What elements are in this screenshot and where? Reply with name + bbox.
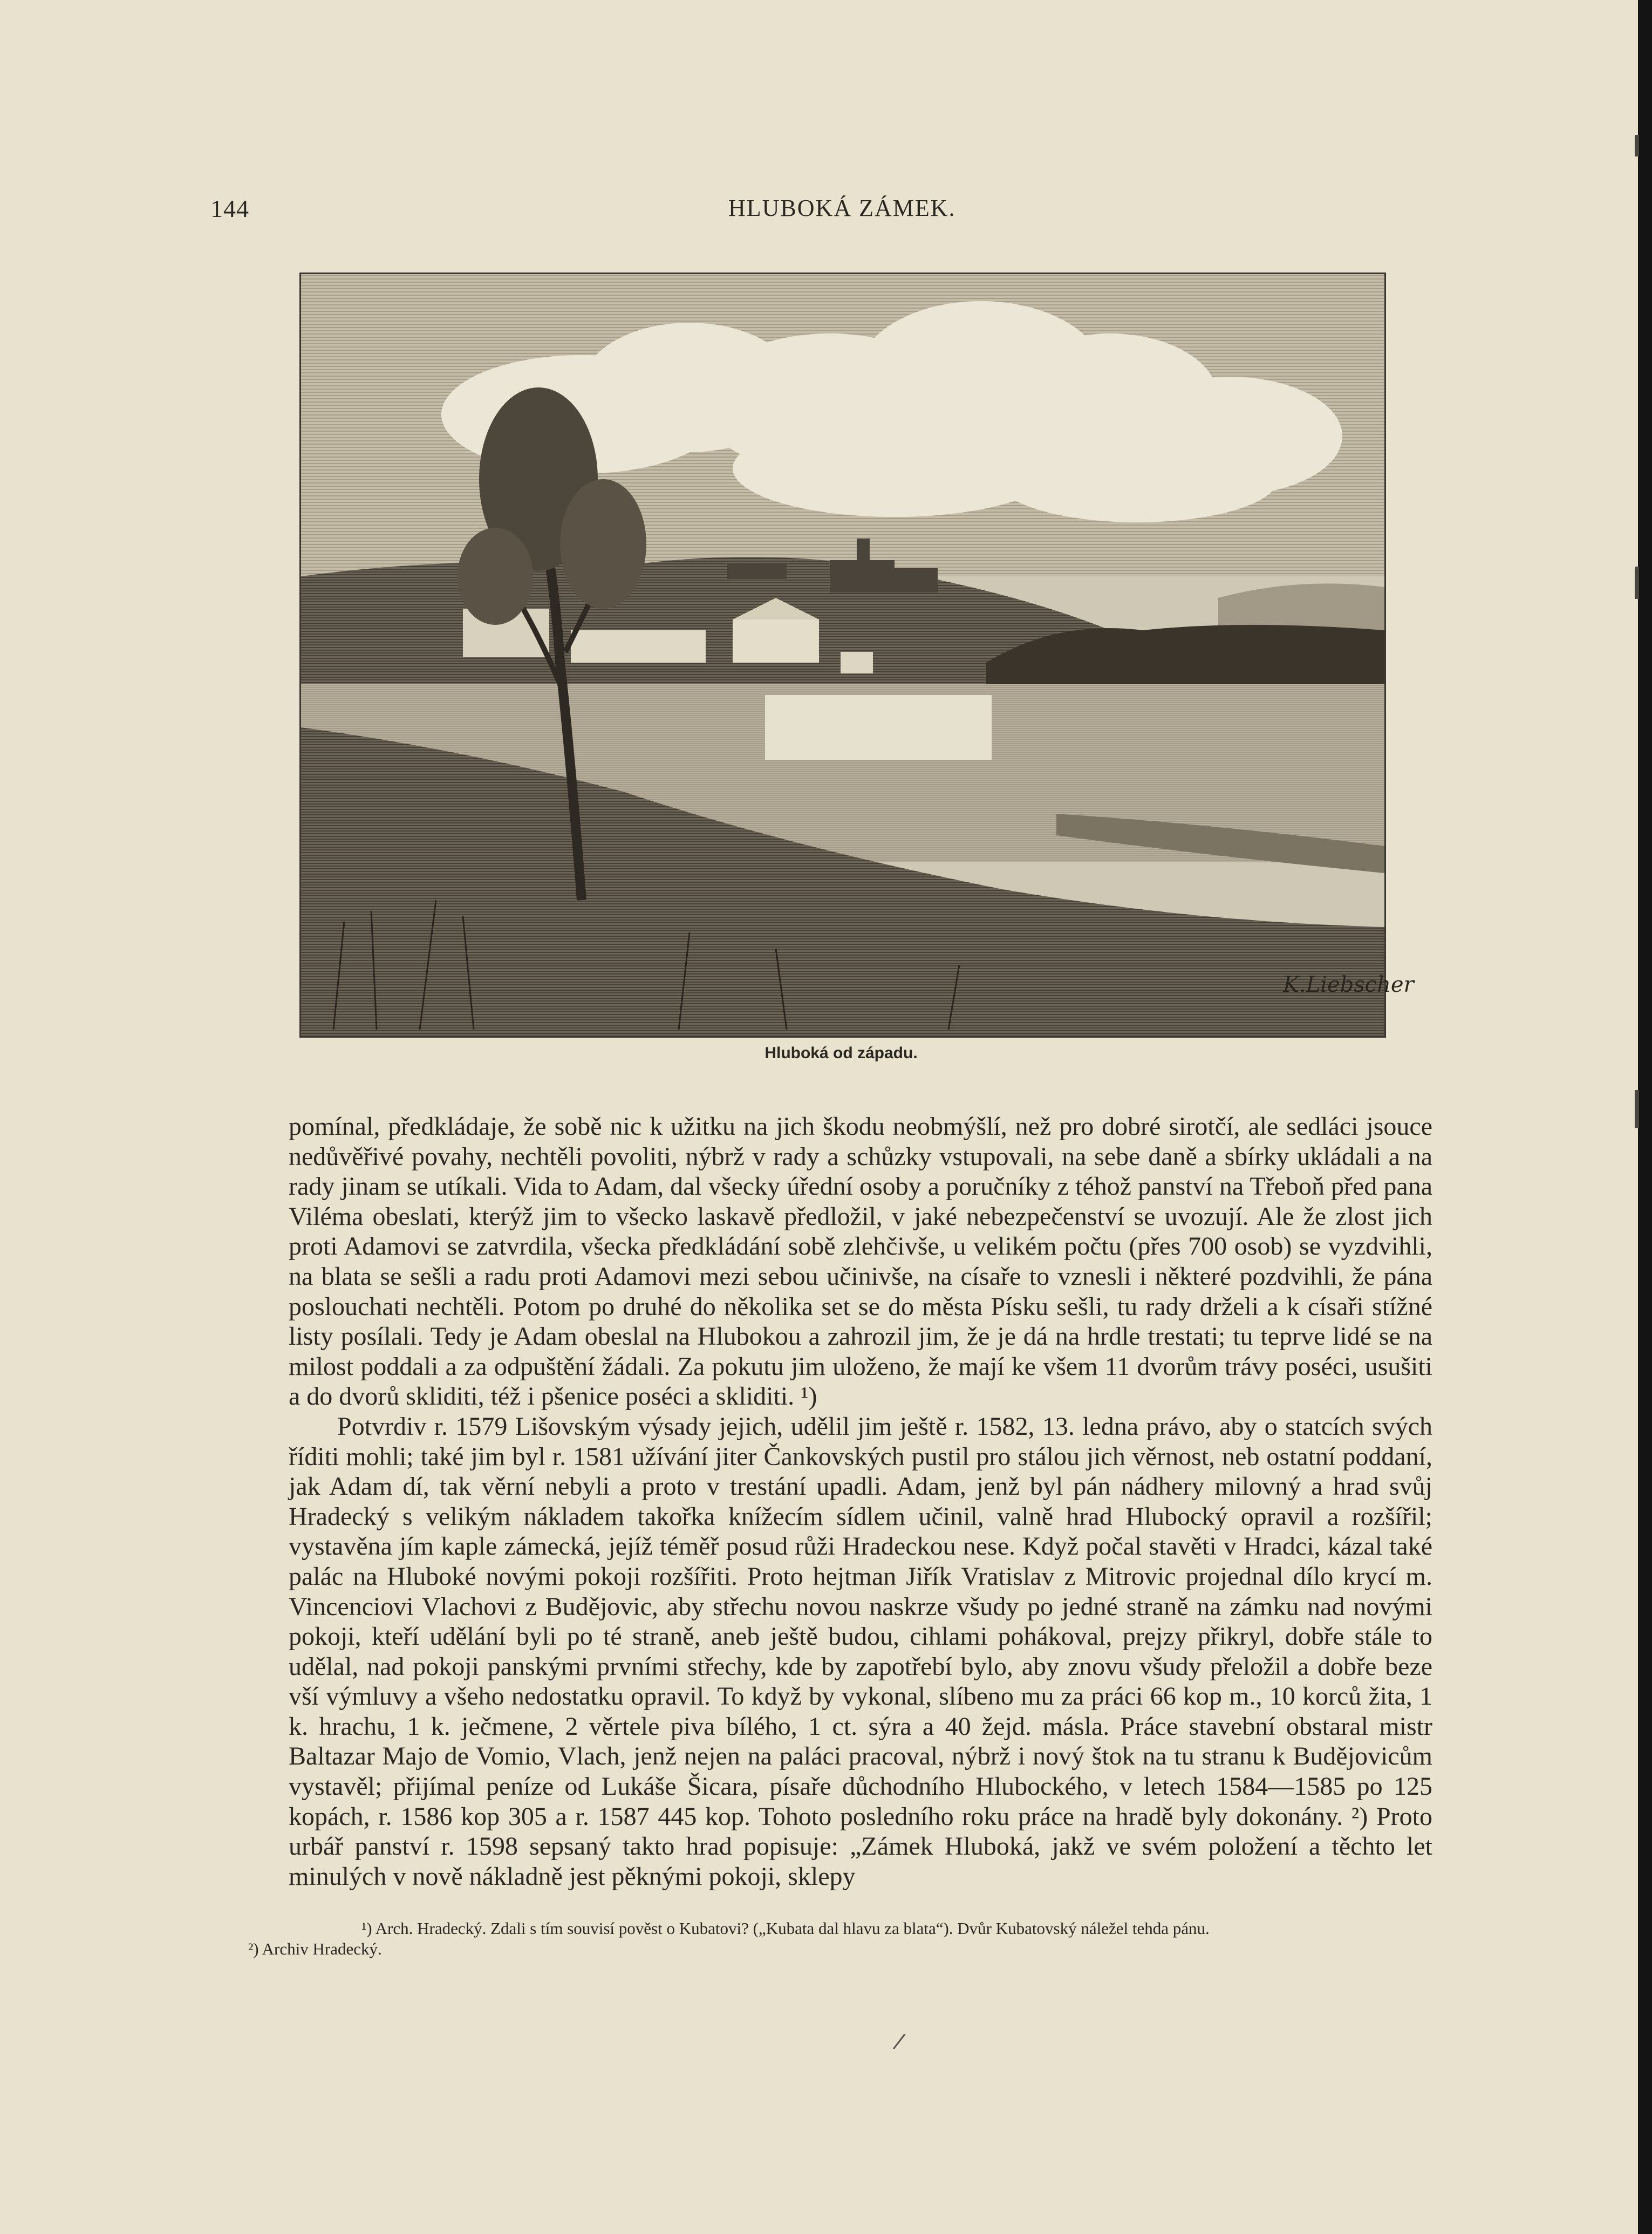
- figure-caption: Hluboká od západu.: [764, 1044, 918, 1062]
- scan-border: [1638, 0, 1652, 2234]
- footnote: ¹) Arch. Hradecký. Zdali s tím souvisí pověst o Kubatovi? („Kubata dal hlavu za blata“). Dvůr Kubatovský náležel tehda pánu.: [361, 1919, 1210, 1938]
- pen-mark: /: [891, 2028, 907, 2054]
- margin-mark: [1635, 135, 1639, 156]
- page-number: 144: [210, 195, 249, 222]
- paragraph: pomínal, předkládaje, že sobě nic k užitku na jich škodu neobmýšlí, než pro dobré sirotčí, ale sedláci jsouce nedůvěřivé povahy, nechtěli povoliti, nýbrž v rady a schůzky vstupovali, na sebe daně a sbírky ukládali a na rady jinam se utíkali. Vida to Adam, dal všecky úřední osoby a poručníky z téhož panství na Třeboň před pana Viléma obeslati, kterýž jim to všecko laskavě předložil, v jaké nebezpečenství se uvozují. Ale že zlost jich proti Adamovi se zatvrdila, všecka předkládání sobě zlehčivše, u velikém počtu (přes 700 osob) se vyzdvihli, na blata se sešli a radu proti Adamovi mezi sebou učinivše, na císaře to vznesli i některé pozdvihli, že pána poslouchati nechtěli. Potom po druhé do několika set se do města Písku sešli, tu rady drželi a k císaři stížné listy posílali. Tedy je Adam obeslal na Hlubokou a zahrozil jim, že je dá na hrdle trestati; tu teprve lidé se na milost poddali a za odpuštění žádali. Za pokutu jim uloženo, že mají ke všem 11 dvorům trávy poséci, usušiti a do dvorů skliditi, též i pšenice poséci a skliditi. ¹): [289, 1112, 1432, 1411]
- landscape-engraving: [299, 273, 1414, 1038]
- page-header: [210, 194, 1376, 227]
- water-reflection: [765, 695, 992, 760]
- artist-signature: K.Liebscher: [1283, 972, 1414, 997]
- body-text: [289, 1112, 1432, 1891]
- footnote: ²) Archiv Hradecký.: [248, 1939, 382, 1958]
- running-title: HLUBOKÁ ZÁMEK.: [728, 195, 956, 221]
- footnotes: [248, 1918, 1430, 1959]
- engraving-illustration: [301, 274, 1414, 1036]
- paragraph: Potvrdiv r. 1579 Lišovským výsady jejich, udělil jim ještě r. 1582, 13. ledna právo, aby o statcích svých říditi mohli; také jim byl r. 1581 užívání jiter Čankovských pustil pro stálou jich věrnost, neb ostatní poddaní, jak Adam dí, tak věrní nebyli a proto v trestání upadli. Adam, jenž byl pán nádhery milovný a hrad svůj Hradecký s velikým nákladem takořka knížecím sídlem učinil, valně hrad Hlubocký opravil a rozšířil; vystavěna jím kaple zámecká, jejíž téměř posud růži Hradeckou nese. Když počal stavěti v Hradci, kázal také palác na Hluboké novými pokoji rozšířiti. Proto hejtman Jiřík Vratislav z Mitrovic projednal dílo krycí m. Vincenciovi Vlachovi z Budějovic, aby střechu novou naskrze všudy po jedné straně na zámku nad novými pokoji, kteří udělání byli po té straně, aneb ještě budou, cihlami pohákoval, prejzy přikryl, dobře stále to udělal, nad pokoji panskými prvními střechy, kde by zapotřebí bylo, aby znovu všudy přeložil a dobře beze vší výmluvy a všeho nedostatku opravil. To když by vykonal, slíbeno mu za práci 66 kop m., 10 korců žita, 1 k. hrachu, 1 k. ječmene, 2 věrtele piva bílého, 1 ct. sýra a 40 žejd. másla. Práce stavební obstaral mistr Baltazar Majo de Vomio, Vlach, jenž nejen na paláci pracoval, nýbrž i nový štok na tu stranu k Budějovicům vystavěl; přijímal peníze od Lukáše Šicara, písaře důchodního Hlubockého, v letech 1584—1585 po 125 kopách, r. 1586 kop 305 a r. 1587 445 kop. Tohoto posledního roku práce na hradě byly dokonány. ²) Proto urbář panství r. 1598 sepsaný takto hrad popisuje: „Zámek Hluboká, jakž ve svém položení a těchto let minulých v nově nákladně jest pěknými pokoji, sklepy: [289, 1412, 1432, 1891]
- margin-mark: [1635, 567, 1639, 599]
- margin-mark: [1635, 1090, 1639, 1128]
